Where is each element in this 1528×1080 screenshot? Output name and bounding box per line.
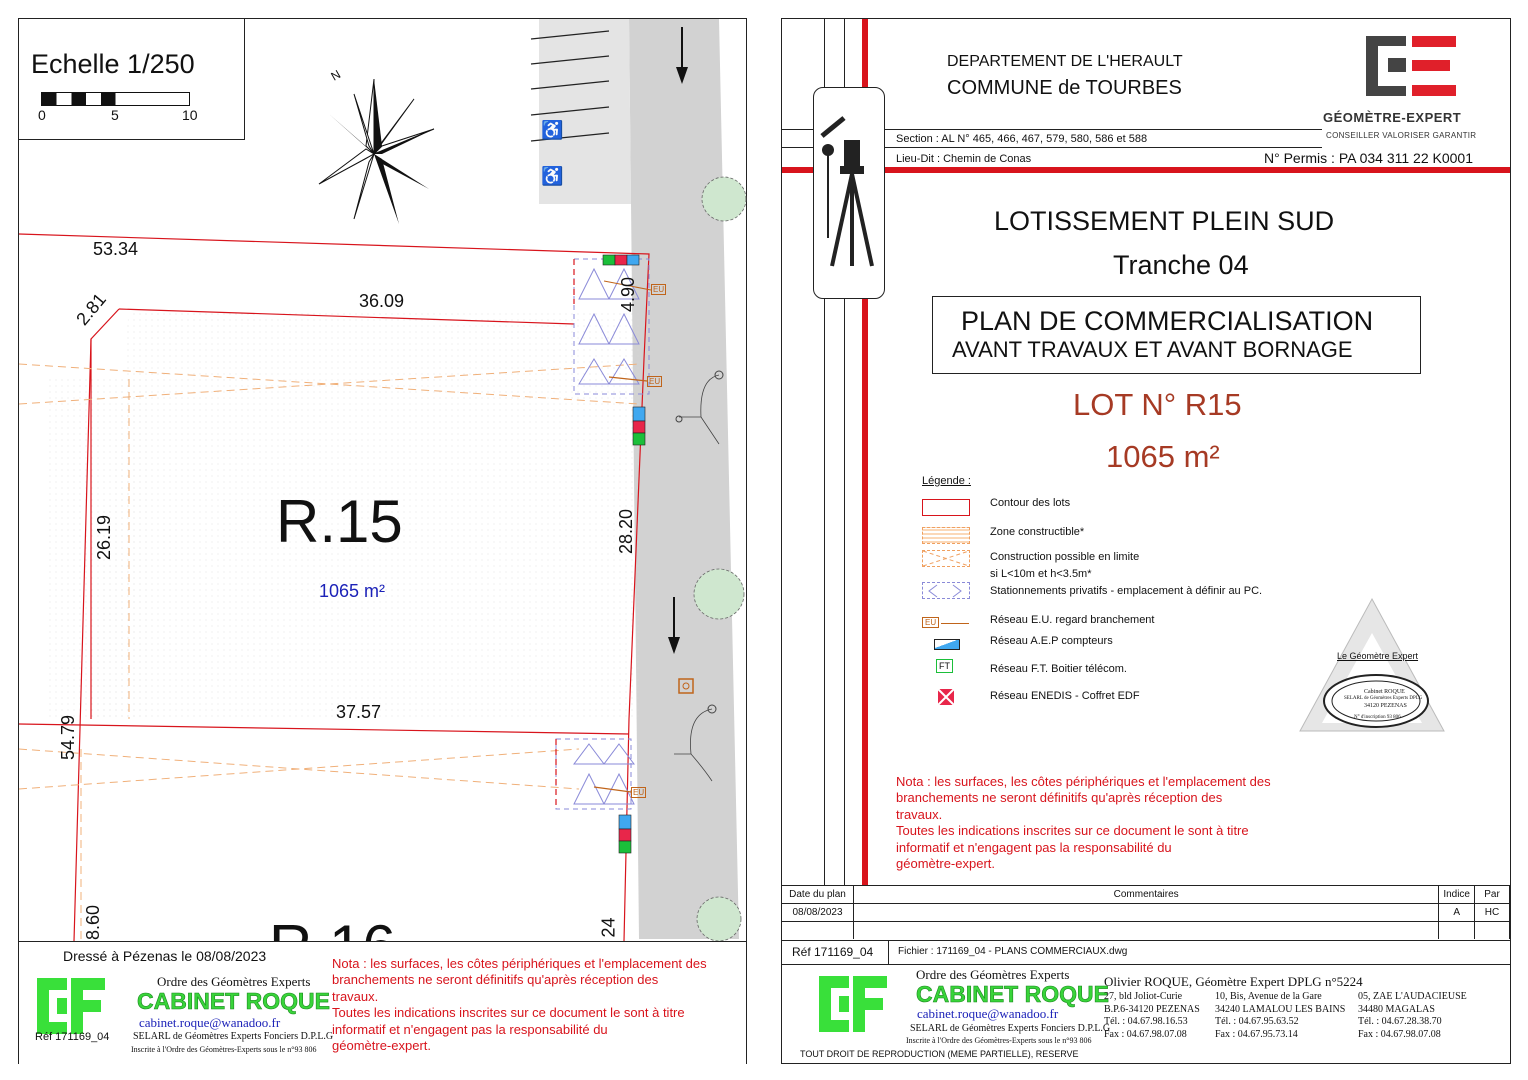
plan-sheet: [18, 18, 747, 1064]
plan-title-box: [932, 296, 1421, 374]
dimension-label: 36.09: [359, 291, 405, 311]
drawn-date: Dressé à Pézenas le 08/08/2023: [63, 948, 267, 964]
dimension-label: 28.20: [616, 508, 637, 555]
dimension-label: 54.79: [58, 714, 79, 761]
legend-label: Réseau ENEDIS - Coffret EDF: [990, 690, 1140, 702]
lot-area: 1065 m²: [1106, 439, 1220, 474]
geometre-expert-logo: [1366, 36, 1458, 96]
parcel-plan: [19, 19, 746, 941]
commune: COMMUNE de TOURBES: [947, 77, 1182, 99]
accessible-icon: ♿: [541, 166, 564, 186]
permis: N° Permis : PA 034 311 22 K0001: [1264, 150, 1473, 166]
disclaimer-note: Nota : les surfaces, les côtes périphériques et l'emplacement des branchements ne seront définitifs qu'après réception des travaux. Toutes les indications inscrites sur ce document le sont à titre informatif et n'engagent pas la responsabilité du géomètre-expert.: [896, 774, 1271, 872]
accessible-icon: ♿: [541, 120, 564, 140]
dimension-label: 26.19: [94, 514, 115, 561]
lot-label: R.15: [276, 488, 403, 555]
scale-box: [19, 19, 245, 140]
plan-title: PLAN DE COMMERCIALISATION: [961, 306, 1374, 336]
department: DEPARTEMENT DE L'HERAULT: [947, 53, 1183, 70]
table-cell: 08/08/2023: [782, 904, 854, 922]
svg-text:N: N: [328, 67, 344, 84]
legend-label: si L<10m et h<3.5m*: [990, 568, 1092, 580]
legend-buildable-zone: [922, 527, 970, 544]
legend-label: Zone constructible*: [990, 526, 1085, 538]
reference: Réf 171169_04: [792, 945, 874, 959]
dimension-label: 4.90: [618, 276, 639, 313]
title-block-sheet: [781, 18, 1511, 1064]
office-lamalou: 10, Bis, Avenue de la Gare 34240 LAMALOU LES BAINS Tél. : 04.67.95.63.52 Fax : 04.67.95.73.14: [1215, 991, 1346, 1040]
ordre-label: Ordre des Géomètres Experts: [916, 967, 1070, 982]
stamp-title: Le Géomètre Expert: [1337, 651, 1419, 661]
legend-eu-icon: EU: [922, 617, 939, 628]
table-cell: HC: [1475, 904, 1510, 922]
legend-label: Stationnements privatifs - emplacement à définir au PC.: [990, 585, 1263, 597]
legend-label: Construction possible en limite: [990, 551, 1140, 563]
copyright-note: TOUT DROIT DE REPRODUCTION (MEME PARTIELLE), RESERVE: [800, 1049, 1079, 1059]
dimension-label: 8.60: [83, 904, 104, 941]
legend-label: Réseau A.E.P compteurs: [990, 635, 1113, 647]
cabinet-name: CABINET ROQUE: [916, 981, 1109, 1007]
cabinet-name: CABINET ROQUE: [137, 988, 330, 1014]
table-cell: A: [1439, 904, 1475, 922]
cabinet-email: cabinet.roque@wanadoo.fr: [917, 1006, 1059, 1021]
file-row: [782, 940, 1510, 965]
inscrite-label: Inscrite à l'Ordre des Géomètres-Experts sous le n°93 806: [906, 1036, 1092, 1045]
legend-label: Réseau F.T. Boitier télécom.: [990, 663, 1127, 675]
expert-name: Olivier ROQUE, Géomètre Expert DPLG n°5224: [1104, 974, 1363, 989]
plan-footer: [19, 941, 746, 1064]
file-name: Fichier : 171169_04 - PLANS COMMERCIAUX.dwg: [898, 946, 1128, 957]
cabinet-logo: [33, 976, 109, 1036]
scale-title: Echelle 1/250: [31, 49, 195, 79]
plan-subtitle: AVANT TRAVAUX ET AVANT BORNAGE: [952, 337, 1353, 362]
dimension-label: 53.34: [93, 239, 139, 259]
ordre-label: Ordre des Géomètres Experts: [157, 974, 311, 989]
logo-tagline: CONSEILLER VALORISER GARANTIR: [1326, 131, 1477, 140]
office-magalas: 05, ZAE L'AUDACIEUSE 34480 MAGALAS Tél. : 04.67.28.38.70 Fax : 04.67.98.07.08: [1358, 991, 1467, 1040]
road: [629, 19, 739, 939]
eu-tag: EU: [633, 788, 645, 797]
legend-enedis-icon: [938, 689, 954, 705]
scale-bar: [41, 92, 190, 106]
legend-parking: [922, 582, 970, 599]
logo-name: GÉOMÈTRE-EXPERT: [1323, 110, 1462, 125]
next-lot-label: [269, 917, 396, 941]
legend-boundary-construction: [922, 550, 970, 567]
dimension-label: 24: [598, 917, 619, 938]
project-title: LOTISSEMENT PLEIN SUD: [994, 206, 1335, 236]
scale-tick: 10: [182, 107, 198, 123]
legend-label: Contour des lots: [990, 497, 1071, 509]
eu-tag: EU: [649, 377, 661, 386]
legend-title: Légende :: [922, 475, 971, 487]
disclaimer-note: Nota : les surfaces, les côtes périphériques et l'emplacement des branchements ne seront définitifs qu'après réception des travaux. Toutes les indications inscrites sur ce document le sont à titre informatif et n'engagent pas la responsabilité du géomètre-expert.: [332, 956, 707, 1054]
tranche: Tranche 04: [1113, 250, 1249, 280]
lot-area: 1065 m²: [319, 581, 386, 601]
section: Section : AL N° 465, 466, 467, 579, 580, 586 et 588: [896, 133, 1148, 145]
lot-number: LOT N° R15: [1073, 387, 1242, 422]
table-cell: [854, 904, 1439, 922]
legend-lot-contour: [922, 499, 970, 516]
theodolite-icon: [813, 87, 885, 299]
legend-aep-icon: [934, 639, 960, 650]
legend-label: Réseau E.U. regard branchement: [990, 614, 1155, 626]
cabinet-logo: [815, 974, 891, 1034]
reference: Réf 171169_04: [35, 1031, 110, 1043]
surveyor-stamp: Le Géomètre Expert Cabinet ROQUE SELARL de Géomètres Experts DPLG 34120 PEZENAS N° d'inscription 93 806: [1296, 593, 1448, 733]
red-band: [782, 167, 1510, 173]
cabinet-email: cabinet.roque@wanadoo.fr: [139, 1015, 281, 1030]
selarl-label: SELARL de Géomètres Experts Fonciers D.P.L.G: [910, 1023, 1111, 1034]
eu-tag: EU: [653, 285, 665, 294]
dimension-label: 2.81: [72, 289, 111, 330]
scale-tick: 0: [38, 107, 46, 123]
revision-table: Date du plan Commentaires Indice Par 08/08/2023 A HC: [781, 885, 1510, 939]
selarl-label: SELARL de Géomètres Experts Fonciers D.P.L.G: [133, 1031, 334, 1042]
legend-ft-icon: FT: [936, 659, 953, 673]
dimension-label: 37.57: [336, 702, 382, 722]
scale-tick: 5: [111, 107, 119, 123]
north-arrow-icon: [319, 79, 434, 224]
lieu-dit: Lieu-Dit : Chemin de Conas: [896, 153, 1032, 165]
inscrite-label: Inscrite à l'Ordre des Géomètres-Experts sous le n°93 806: [131, 1045, 317, 1054]
office-pezenas: 27, bld Joliot-Curie B.P.6-34120 PEZENAS Tél. : 04.67.98.16.53 Fax : 04.67.98.07.08: [1104, 991, 1200, 1040]
